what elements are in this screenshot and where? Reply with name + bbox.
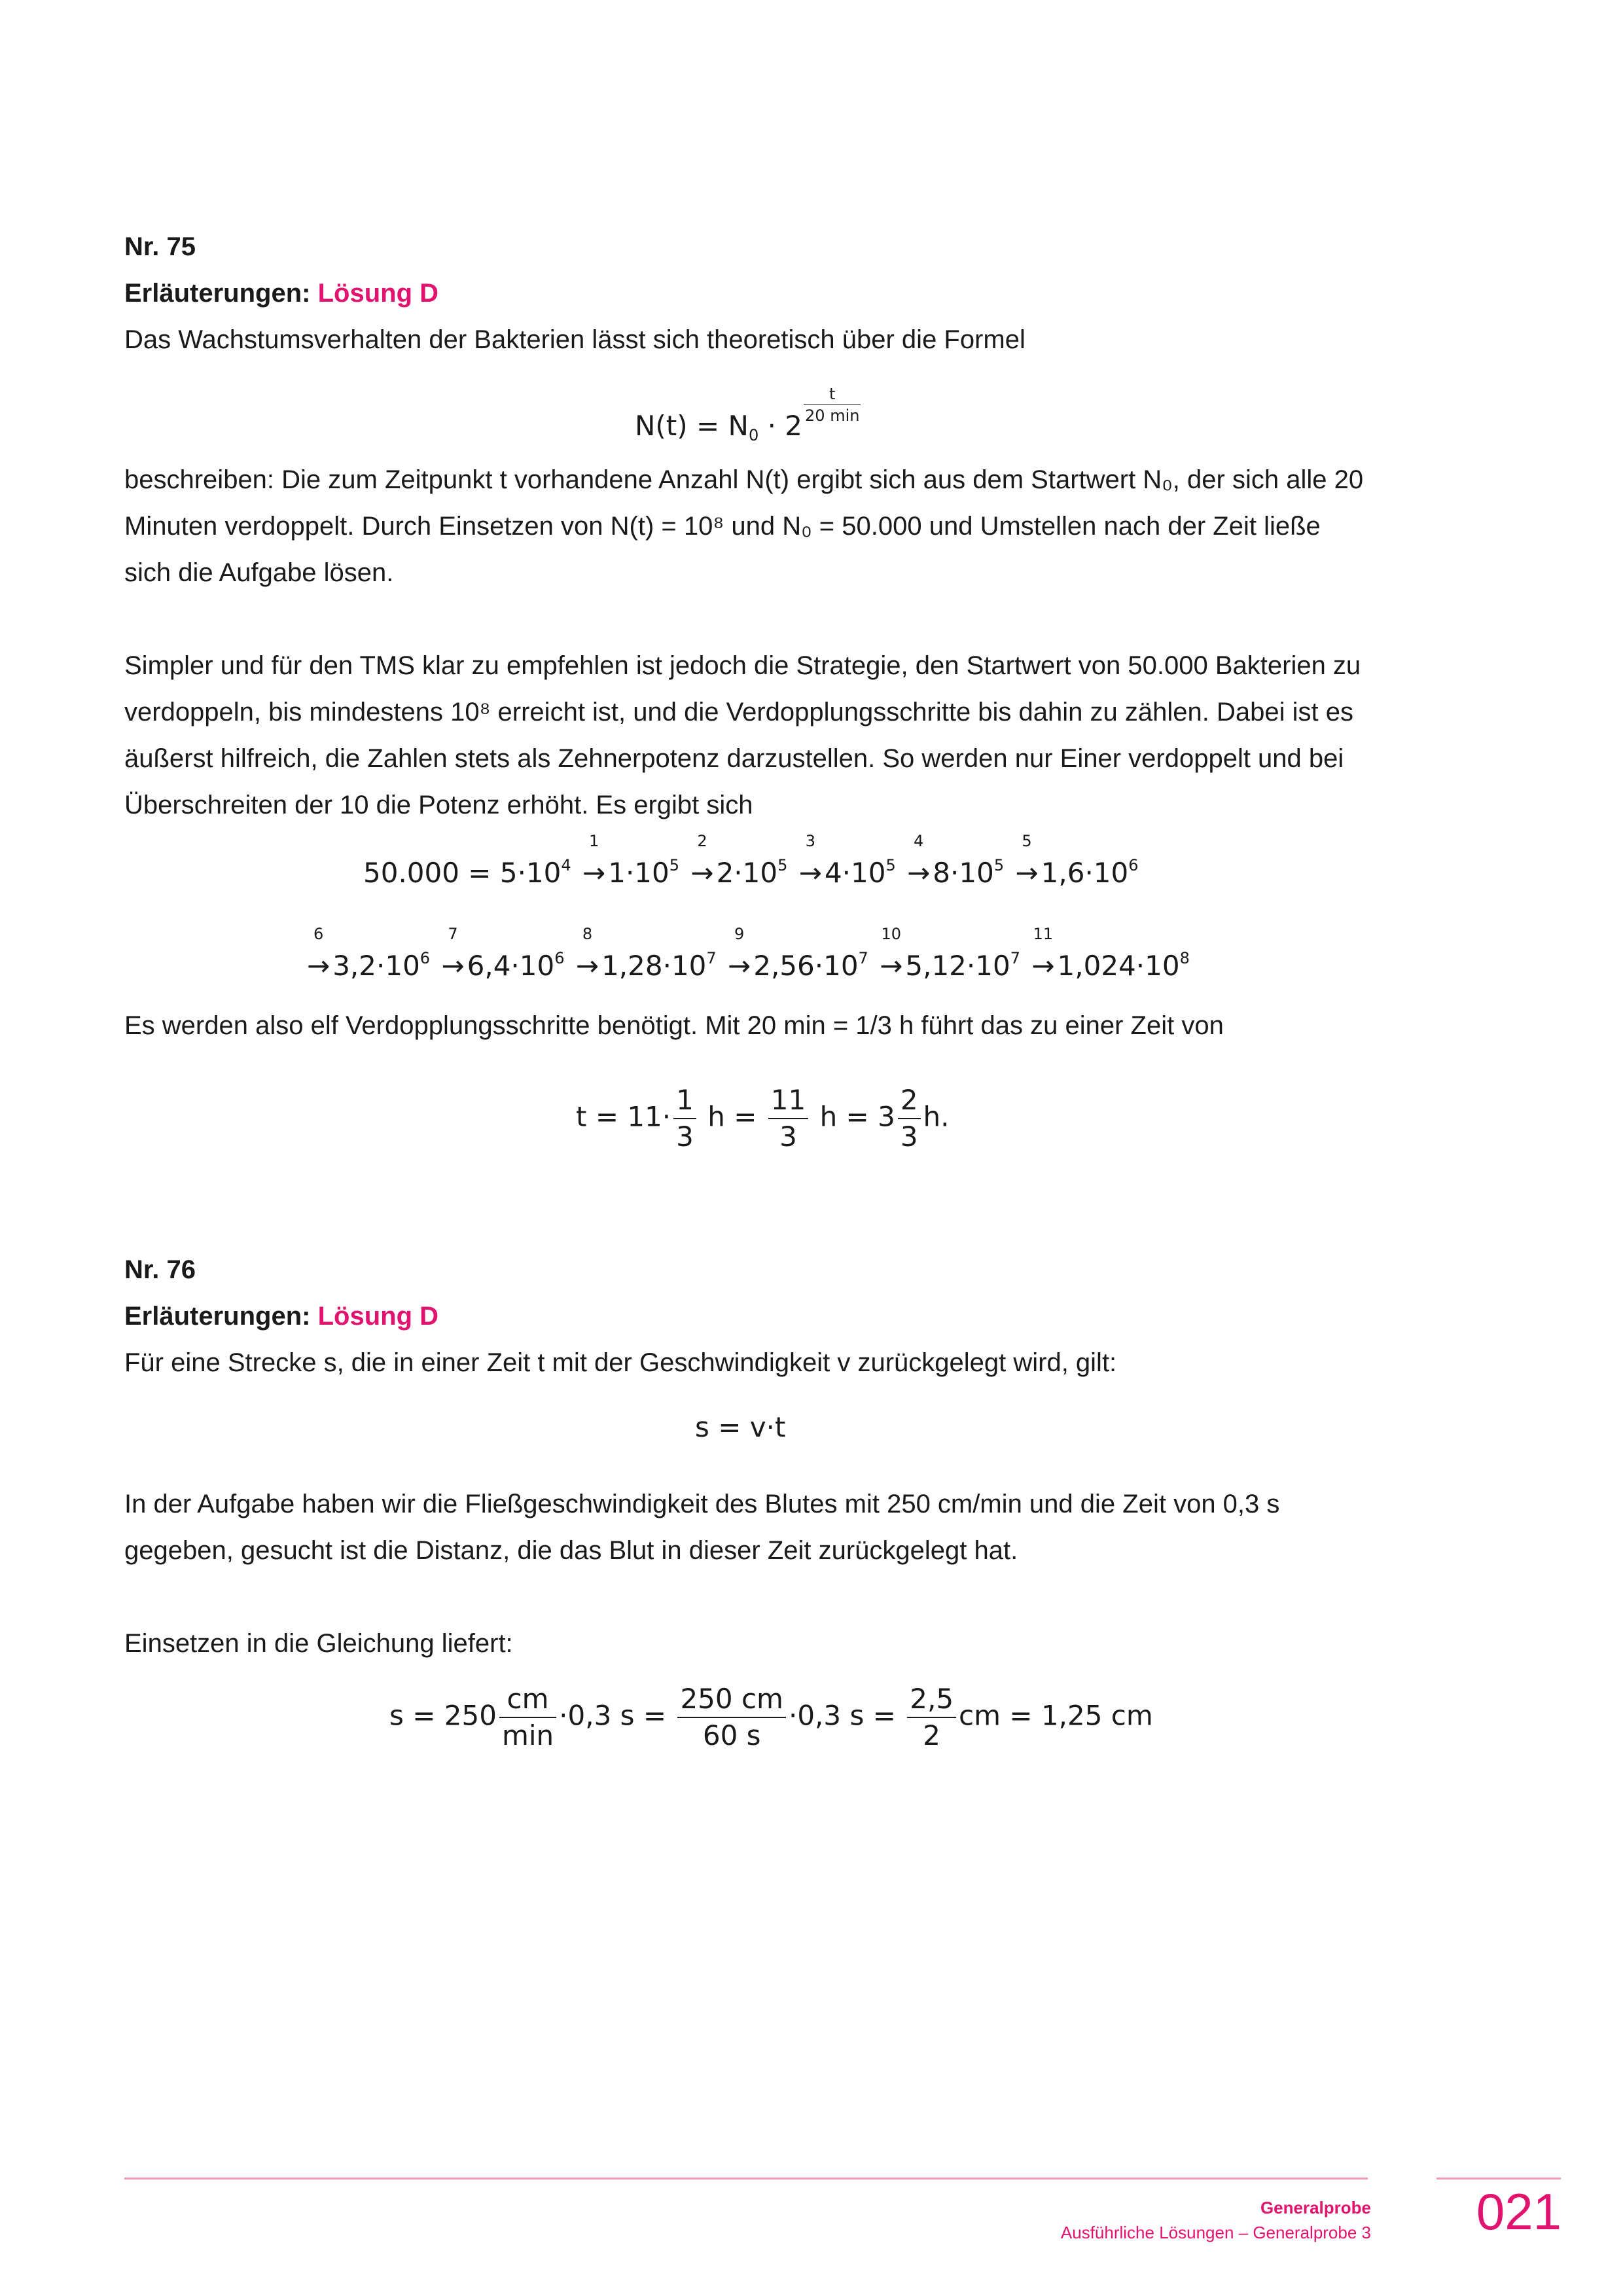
paragraph-76-1: In der Aufgabe haben wir die Fließgeschwindigkeit des Blutes mit 250 cm/min und die Zeit von 0,3 s gegeben, gesucht ist die Distanz, die das Blut in dieser Zeit zurückgelegt hat.	[124, 1490, 1280, 1565]
explanation-line-75	[124, 270, 1371, 317]
footer-divider-page	[1436, 2178, 1561, 2179]
arrow-step: 5 →	[1015, 832, 1039, 889]
fraction: $\frac{2}{3}$	[898, 1086, 921, 1151]
fraction: $\frac{cm}{\min}$	[499, 1685, 556, 1749]
paragraph-76-2: Einsetzen in die Gleichung liefert:	[124, 1629, 513, 1658]
paragraph-75-1: beschreiben: Die zum Zeitpunkt t vorhandene Anzahl N(t) ergibt sich aus dem Startwert N₀, der sich alle 20 Minuten verdoppelt. Durch Einsetzen von N(t) = 10⁸ und N₀ = 50.000 und Umstellen nach der Zeit ließe sich die Aufgabe lösen.	[124, 465, 1364, 587]
footer-divider	[124, 2178, 1368, 2179]
explanation-line-76	[124, 1293, 1371, 1340]
heading-nr-76: Nr. 76	[124, 1255, 196, 1284]
paragraph-75-3: Es werden also elf Verdopplungsschritte benötigt. Mit 20 min = 1/3 h führt das zu einer Zeit von	[124, 1011, 1224, 1040]
fraction: $\frac{250 cm}{60 s}$	[677, 1685, 786, 1749]
fraction: $\frac{1}{3}$	[673, 1086, 696, 1151]
solution-label: Lösung D	[317, 1302, 439, 1331]
arrow-step: 2 →	[690, 832, 714, 889]
explanation-label: Erläuterungen:	[124, 279, 311, 308]
footer-subtitle: Ausführliche Lösungen – Generalprobe 3	[1060, 2223, 1371, 2242]
page-number: 021	[1476, 2183, 1561, 2240]
solution-label: Lösung D	[317, 279, 439, 308]
arrow-step: 1 →	[582, 832, 606, 889]
fraction: $\frac{11}{3}$	[768, 1086, 808, 1151]
doubling-sequence-line-1: $50.000 = 5\cdot 10^4$ 1 $\to 1\cdot 10^5$ 2 $\to 2\cdot 10^5$ 3 $\to 4\cdot 10^5$ 4 $\to 8\cdot 10^5$ 5 $\to 1,6\cdot 10^6$	[363, 832, 1139, 889]
distance-equation: s = 250 $\frac{cm}{\min}$ ·0,3 s = $\frac{250 cm}{60 s}$ ·0,3 s = $\frac{2,5}{2}$ cm = 1,25 cm	[389, 1683, 1153, 1751]
exponent-fraction: $\frac{t}{20 \min}$	[805, 385, 860, 425]
arrow-step: 7 →	[441, 925, 465, 982]
doubling-sequence-line-2: 6 $\to 3,2\cdot 10^6$ 7 $\to 6,4\cdot 10^6$ 8 $\to 1,28\cdot 10^7$ 9 $\to 2,56\cdot 10^7$ 10 $\to 5,12\cdot 10^7$ 11 $\to 1,024\cdot 10^8$	[307, 925, 1190, 982]
fraction: $\frac{2,5}{2}$	[907, 1685, 956, 1749]
footer-title: Generalprobe	[1260, 2198, 1371, 2217]
heading-nr-75: Nr. 75	[124, 232, 196, 261]
arrow-step: 11 →	[1031, 925, 1055, 982]
distance-formula: s = v·t	[695, 1411, 786, 1443]
arrow-step: 8 →	[575, 925, 599, 982]
intro-75: Das Wachstumsverhalten der Bakterien lässt sich theoretisch über die Formel	[124, 325, 1026, 354]
arrow-step: 3 →	[798, 832, 822, 889]
arrow-step: 6 →	[307, 925, 330, 982]
paragraph-75-2: Simpler und für den TMS klar zu empfehlen ist jedoch die Strategie, den Startwert von 50.000 Bakterien zu verdoppeln, bis mindestens 10⁸ erreicht ist, und die Verdopplungsschritte bis dahin zu zählen. Dabei ist es äußerst hilfreich, die Zahlen stets als Zehnerpotenz darzustellen. So werden nur Einer verdoppelt und bei Überschreiten der 10 die Potenz erhöht. Es ergibt sich	[124, 651, 1361, 819]
intro-76: Für eine Strecke s, die in einer Zeit t mit der Geschwindigkeit v zurückgelegt wird, gilt:	[124, 1348, 1117, 1377]
time-equation: t = 11· $\frac{1}{3}$ h = $\frac{11}{3}$ h = 3 $\frac{2}{3}$ h.	[576, 1084, 950, 1153]
arrow-step: 10 →	[880, 925, 903, 982]
arrow-step: 9 →	[728, 925, 751, 982]
arrow-step: 4 →	[907, 832, 931, 889]
explanation-label: Erläuterungen:	[124, 1302, 311, 1331]
growth-formula: $N(t) = N_0 \cdot 2$ $\frac{t}{20 \min}$	[635, 385, 860, 444]
